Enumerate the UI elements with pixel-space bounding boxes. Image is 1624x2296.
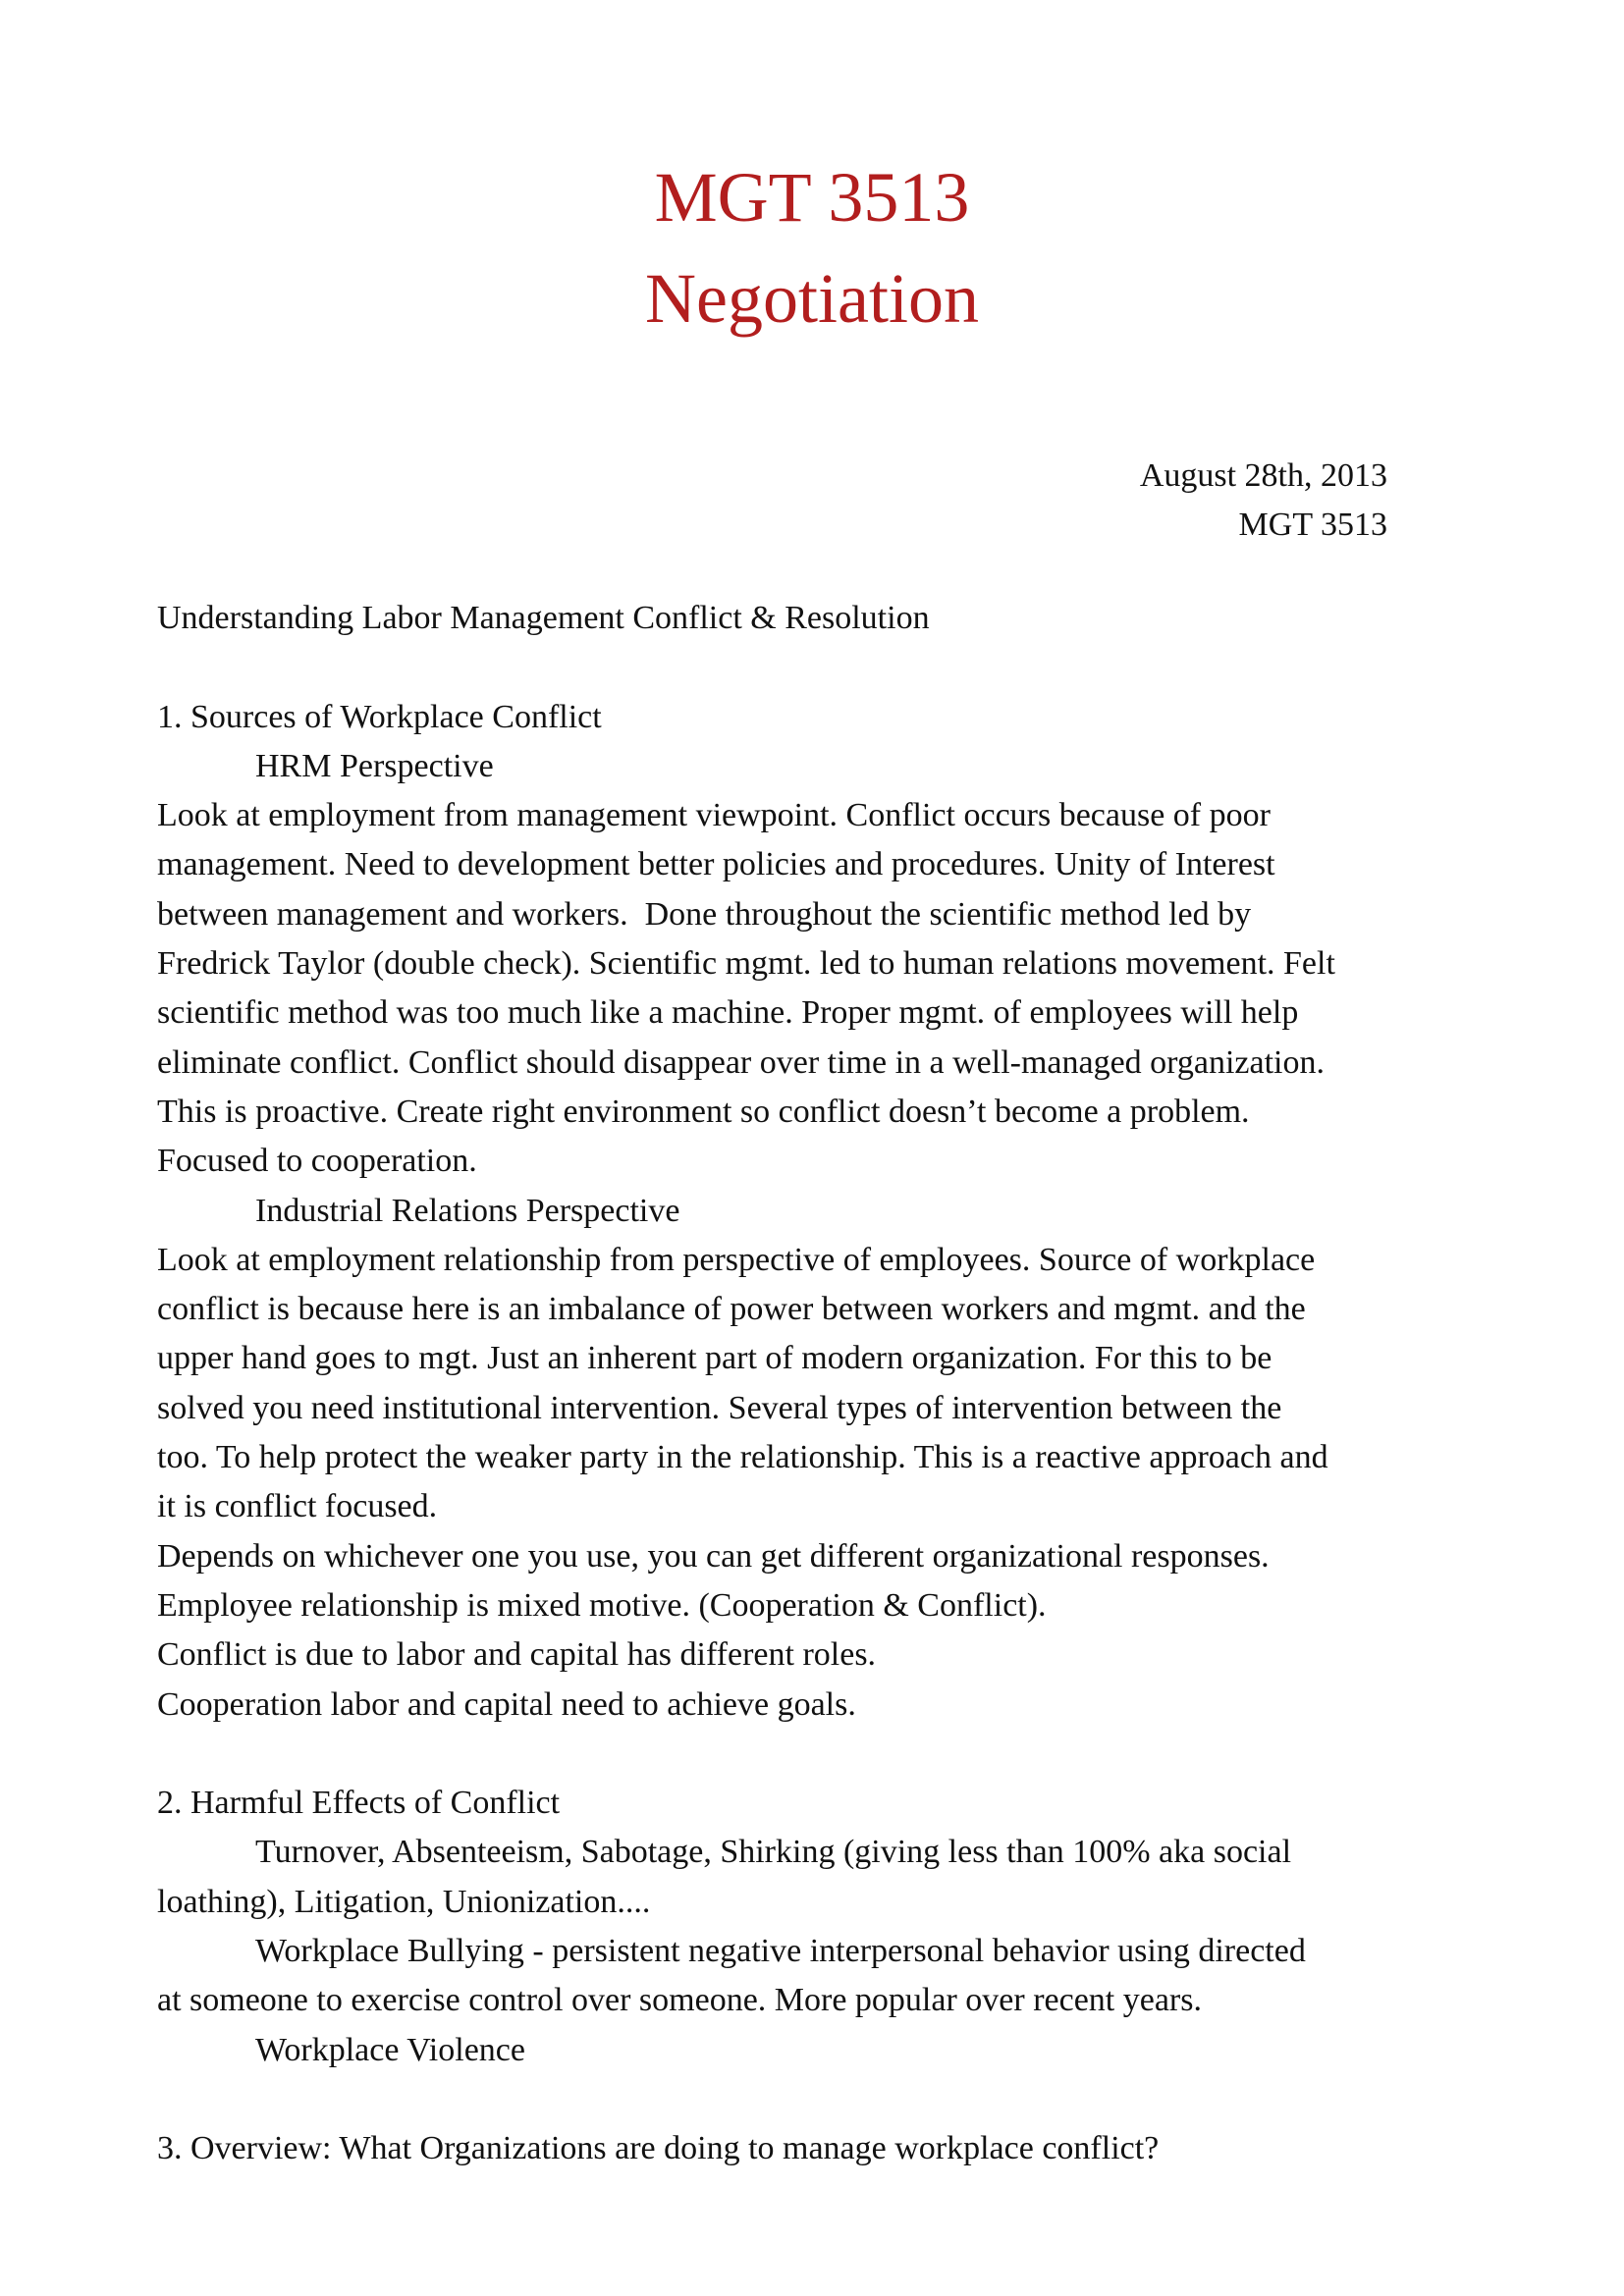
text-line: Conflict is due to labor and capital has different roles. [157, 1636, 877, 1674]
text-line: Look at employment relationship from perspective of employees. Source of workplace [157, 1241, 1316, 1278]
blank-line [157, 643, 1604, 692]
text-line: Focused to cooperation. [157, 1143, 477, 1180]
section-2-heading: 2. Harmful Effects of Conflict [157, 1785, 561, 1822]
section-3-heading: 3. Overview: What Organizations are doing to manage workplace conflict? [157, 2130, 1160, 2167]
text-line: This is proactive. Create right environment so conflict doesn’t become a problem. [157, 1093, 1250, 1130]
text-line: loathing), Litigation, Unionization.... [157, 1883, 651, 1920]
document-title-block [0, 147, 1624, 349]
text-line: scientific method was too much like a machine. Proper mgmt. of employees will help [157, 994, 1299, 1032]
text-line: too. To help protect the weaker party in the relationship. This is a reactive approach and [157, 1439, 1328, 1476]
text-line: Turnover, Absenteeism, Sabotage, Shirking (giving less than 100% aka social [255, 1834, 1292, 1871]
course-code-title: MGT 3513 [654, 158, 970, 237]
subheading-workplace-violence: Workplace Violence [255, 2031, 525, 2068]
text-line: Workplace Bullying - persistent negative interpersonal behavior using directed [255, 1933, 1306, 1970]
subheading-industrial-relations: Industrial Relations Perspective [255, 1192, 680, 1229]
text-line: Cooperation labor and capital need to achieve goals. [157, 1685, 856, 1723]
document-body [157, 594, 1604, 2174]
text-line: Fredrick Taylor (double check). Scientific mgmt. led to human relations movement. Felt [157, 945, 1335, 983]
text-line: Look at employment from management viewpoint. Conflict occurs because of poor [157, 797, 1271, 834]
subheading-hrm-perspective: HRM Perspective [255, 747, 494, 784]
course-code-text: MGT 3513 [1238, 507, 1387, 543]
text-line: conflict is because here is an imbalance of power between workers and mgmt. and the [157, 1291, 1306, 1328]
section-1-heading: 1. Sources of Workplace Conflict [157, 698, 602, 735]
blank-line [157, 2075, 1604, 2124]
doc-heading: Understanding Labor Management Conflict & Resolution [157, 600, 930, 636]
text-line: Depends on whichever one you use, you can get different organizational responses. [157, 1537, 1270, 1575]
blank-line [157, 1730, 1604, 1779]
date-text: August 28th, 2013 [1139, 457, 1387, 494]
text-line: management. Need to development better policies and procedures. Unity of Interest [157, 846, 1275, 883]
text-line: between management and workers. Done throughout the scientific method led by [157, 895, 1252, 933]
text-line: it is conflict focused. [157, 1488, 438, 1525]
text-line: Employee relationship is mixed motive. (Cooperation & Conflict). [157, 1586, 1047, 1624]
text-line: at someone to exercise control over someone. More popular over recent years. [157, 1982, 1202, 2019]
text-line: solved you need institutional intervention. Several types of intervention between the [157, 1389, 1282, 1426]
text-line: upper hand goes to mgt. Just an inherent part of modern organization. For this to be [157, 1340, 1272, 1377]
text-line: eliminate conflict. Conflict should disappear over time in a well-managed organization. [157, 1043, 1326, 1081]
date-course-block [1140, 452, 1387, 550]
course-name-title: Negotiation [645, 259, 979, 338]
